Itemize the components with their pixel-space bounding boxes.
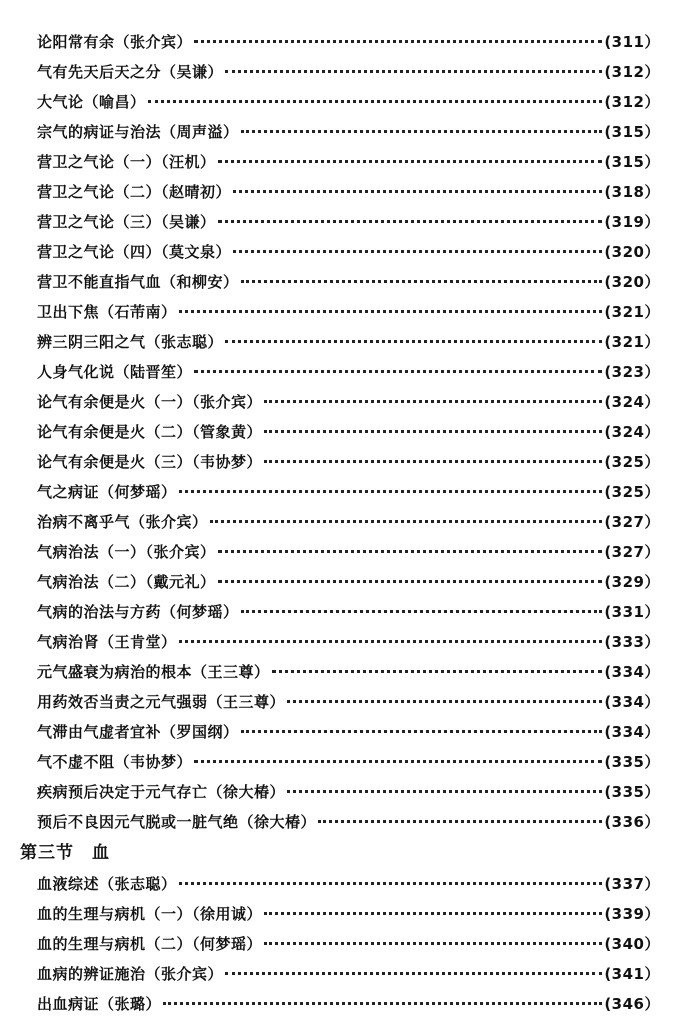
toc-entry-title: 人身气化说（陆晋笙） — [37, 363, 193, 381]
toc-entry-title: 气有先天后天之分（吴谦） — [37, 63, 224, 81]
toc-entry — [0, 777, 700, 807]
toc-entry-page: (320） — [604, 273, 660, 291]
section-heading: 第三节 血 — [20, 843, 110, 863]
dot-leader — [241, 129, 603, 133]
toc-entry-page: (336） — [604, 813, 660, 831]
toc-entry-page: (311） — [604, 33, 660, 51]
toc-entry-page: (318） — [604, 183, 660, 201]
dot-leader — [272, 669, 603, 673]
table-of-contents — [0, 27, 700, 1019]
dot-leader — [218, 219, 603, 223]
toc-entry-title: 营卫之气论（三）（吴谦） — [37, 213, 216, 231]
toc-entry-page: (325） — [604, 453, 660, 471]
toc-entry — [0, 327, 700, 357]
toc-entry — [0, 807, 700, 837]
toc-entry-page: (312） — [604, 63, 660, 81]
toc-entry-title: 辨三阴三阳之气（张志聪） — [37, 333, 224, 351]
dot-leader — [264, 399, 602, 403]
toc-entry-title: 营卫之气论（四）（莫文泉） — [37, 243, 232, 261]
toc-entry-page: (312） — [604, 93, 660, 111]
dot-leader — [241, 279, 603, 283]
dot-leader — [179, 489, 603, 493]
toc-entry-title: 气之病证（何梦瑶） — [37, 483, 177, 501]
toc-entry-page: (323） — [604, 363, 660, 381]
toc-entry — [0, 899, 700, 929]
toc-entry-page: (334） — [604, 723, 660, 741]
dot-leader — [148, 99, 603, 103]
dot-leader — [218, 579, 603, 583]
toc-entry-title: 大气论（喻昌） — [37, 93, 146, 111]
toc-entry — [0, 447, 700, 477]
dot-leader — [194, 369, 602, 373]
toc-entry — [0, 989, 700, 1019]
toc-entry-title: 气病治法（一）（张介宾） — [37, 543, 216, 561]
toc-entry — [0, 747, 700, 777]
toc-entry — [0, 387, 700, 417]
dot-leader — [264, 911, 602, 915]
toc-entry-title: 气滞由气虚者宜补（罗国纲） — [37, 723, 239, 741]
dot-leader — [233, 249, 602, 253]
toc-entry-title: 预后不良因元气脱或一脏气绝（徐大椿） — [37, 813, 317, 831]
dot-leader — [318, 819, 602, 823]
toc-entry — [0, 959, 700, 989]
dot-leader — [194, 759, 602, 763]
toc-entry — [0, 507, 700, 537]
toc-entry-title: 卫出下焦（石芾南） — [37, 303, 177, 321]
dot-leader — [179, 639, 603, 643]
toc-entry-page: (321） — [604, 333, 660, 351]
toc-entry-page: (333） — [604, 633, 660, 651]
toc-entry-title: 气病的治法与方药（何梦瑶） — [37, 603, 239, 621]
toc-entry — [0, 627, 700, 657]
toc-entry-title: 血病的辨证施治（张介宾） — [37, 965, 224, 983]
toc-entry — [0, 207, 700, 237]
toc-entry — [0, 597, 700, 627]
toc-entry-page: (324） — [604, 423, 660, 441]
toc-entry-page: (319） — [604, 213, 660, 231]
toc-entry-title: 论阳常有余（张介宾） — [37, 33, 193, 51]
toc-entry-title: 气病治法（二）（戴元礼） — [37, 573, 216, 591]
toc-entry — [0, 117, 700, 147]
toc-entry-title: 血的生理与病机（一）（徐用诚） — [37, 905, 263, 923]
dot-leader — [233, 189, 602, 193]
toc-entry-page: (335） — [604, 753, 660, 771]
toc-entry-title: 血液综述（张志聪） — [37, 875, 177, 893]
toc-entry-title: 论气有余便是火（一）（张介宾） — [37, 393, 263, 411]
toc-entry — [0, 147, 700, 177]
toc-entry-page: (325） — [604, 483, 660, 501]
dot-leader — [179, 881, 603, 885]
toc-entry-page: (341） — [604, 965, 660, 983]
dot-leader — [218, 159, 603, 163]
toc-entry-page: (339） — [604, 905, 660, 923]
toc-entry-title: 论气有余便是火（三）（韦协梦） — [37, 453, 263, 471]
toc-entry — [0, 687, 700, 717]
dot-leader — [241, 729, 603, 733]
toc-entry-title: 用药效否当责之元气强弱（王三尊） — [37, 693, 286, 711]
toc-entry-page: (337） — [604, 875, 660, 893]
toc-entry — [0, 87, 700, 117]
toc-entry-page: (340） — [604, 935, 660, 953]
toc-entry — [0, 417, 700, 447]
dot-leader — [194, 39, 602, 43]
toc-entry-page: (334） — [604, 693, 660, 711]
toc-entry-page: (321） — [604, 303, 660, 321]
toc-entry-page: (327） — [604, 543, 660, 561]
toc-entry — [0, 357, 700, 387]
dot-leader — [264, 459, 602, 463]
dot-leader — [225, 69, 602, 73]
toc-entry-title: 出血病证（张璐） — [37, 995, 162, 1013]
dot-leader — [210, 519, 603, 523]
dot-leader — [225, 971, 602, 975]
toc-entry — [0, 267, 700, 297]
dot-leader — [264, 429, 602, 433]
toc-entry — [0, 237, 700, 267]
toc-entry-title: 营卫之气论（一）（汪机） — [37, 153, 216, 171]
dot-leader — [241, 609, 603, 613]
dot-leader — [287, 789, 602, 793]
dot-leader — [264, 941, 602, 945]
toc-entry-title: 宗气的病证与治法（周声溢） — [37, 123, 239, 141]
toc-entry-page: (315） — [604, 123, 660, 141]
toc-entry-page: (335） — [604, 783, 660, 801]
toc-entry — [0, 929, 700, 959]
dot-leader — [218, 549, 603, 553]
toc-entry — [0, 477, 700, 507]
dot-leader — [287, 699, 602, 703]
toc-entry-title: 疾病预后决定于元气存亡（徐大椿） — [37, 783, 286, 801]
toc-entry-title: 气病治肾（王肯堂） — [37, 633, 177, 651]
toc-entry-title: 论气有余便是火（二）（管象黄） — [37, 423, 263, 441]
toc-entry-page: (315） — [604, 153, 660, 171]
dot-leader — [225, 339, 602, 343]
toc-entry-page: (346） — [604, 995, 660, 1013]
toc-entry — [0, 57, 700, 87]
toc-entry — [0, 869, 700, 899]
dot-leader — [163, 1001, 602, 1005]
toc-entry — [0, 567, 700, 597]
toc-entry-page: (334） — [604, 663, 660, 681]
toc-entry-page: (324） — [604, 393, 660, 411]
toc-entry-page: (329） — [604, 573, 660, 591]
toc-entry — [0, 537, 700, 567]
toc-entry-title: 治病不离乎气（张介宾） — [37, 513, 208, 531]
toc-entry — [0, 717, 700, 747]
toc-entry-page: (327） — [604, 513, 660, 531]
toc-entry — [0, 657, 700, 687]
toc-entry-title: 气不虚不阻（韦协梦） — [37, 753, 193, 771]
toc-entry-page: (320） — [604, 243, 660, 261]
toc-entry — [0, 177, 700, 207]
toc-entry-page: (331） — [604, 603, 660, 621]
toc-entry-title: 元气盛衰为病治的根本（王三尊） — [37, 663, 270, 681]
toc-entry — [0, 27, 700, 57]
toc-entry-title: 血的生理与病机（二）（何梦瑶） — [37, 935, 263, 953]
toc-entry — [0, 297, 700, 327]
toc-entry-title: 营卫之气论（二）（赵晴初） — [37, 183, 232, 201]
dot-leader — [179, 309, 603, 313]
toc-entry-title: 营卫不能直指气血（和柳安） — [37, 273, 239, 291]
